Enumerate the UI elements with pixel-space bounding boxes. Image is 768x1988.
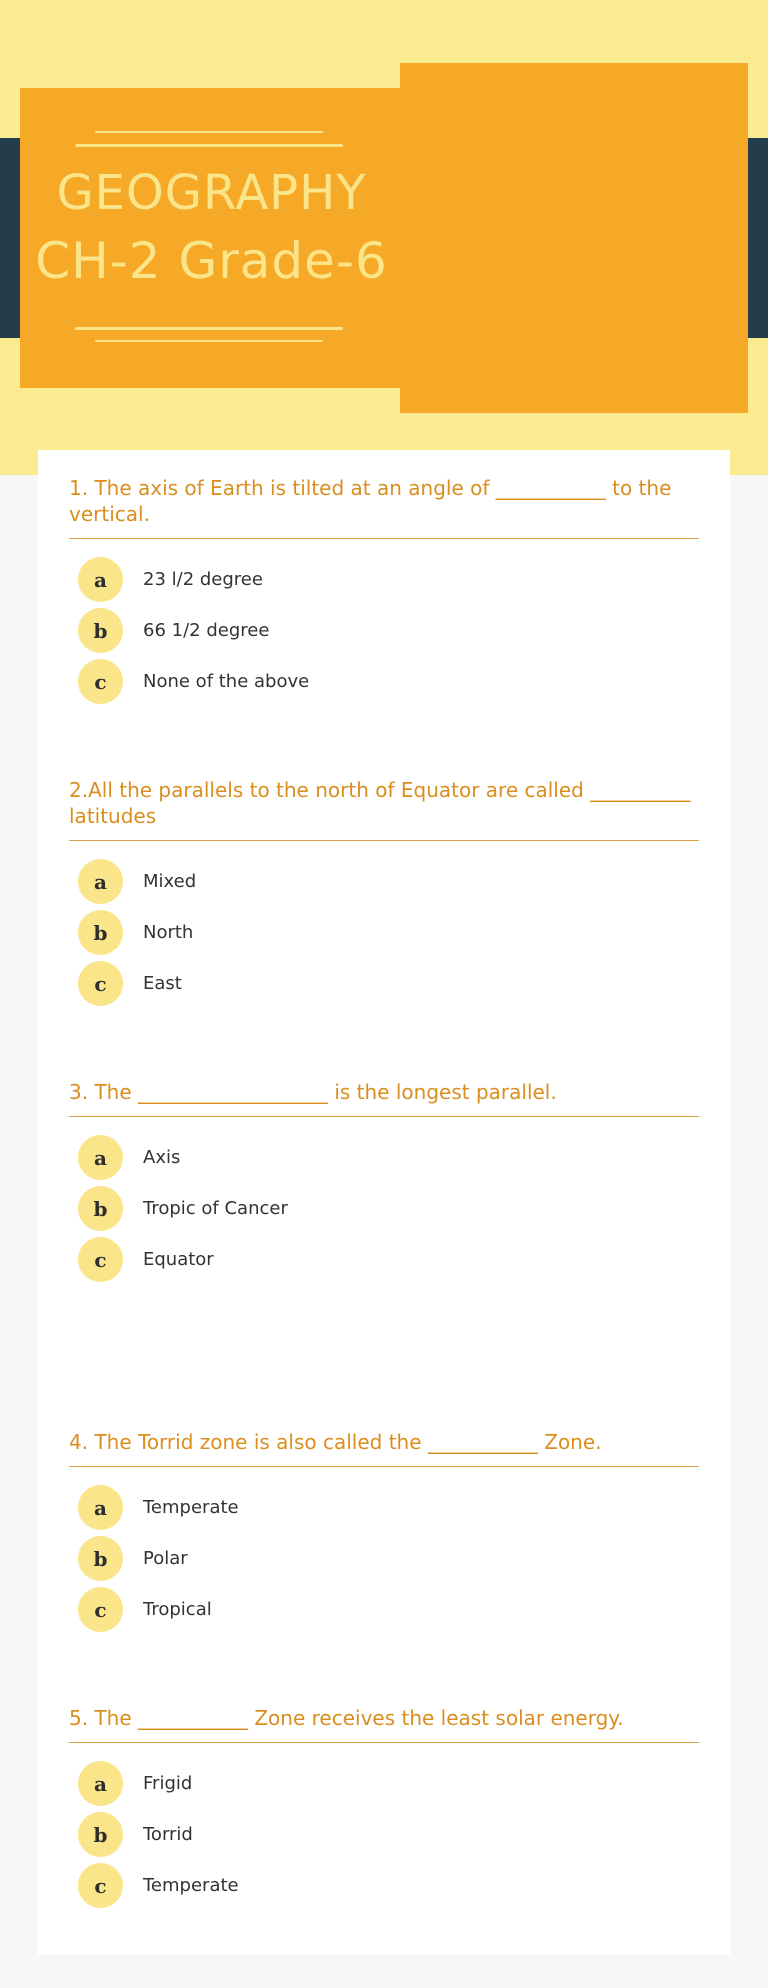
page-title-line1: GEOGRAPHY <box>56 165 367 221</box>
question-text: 3. The ___________________ is the longest parallel. <box>69 1079 699 1117</box>
option-a[interactable] <box>69 1482 699 1533</box>
answer-options <box>69 1758 699 1911</box>
answer-options <box>69 554 699 707</box>
question-3 <box>69 1079 699 1285</box>
option-letter-badge: a <box>78 1761 123 1806</box>
question-2 <box>69 777 699 1009</box>
option-label: Frigid <box>143 1773 193 1794</box>
option-label: None of the above <box>143 671 310 692</box>
option-c[interactable] <box>69 958 699 1009</box>
option-label: 23 l/2 degree <box>143 569 263 590</box>
option-letter-badge: b <box>78 1812 123 1857</box>
option-c[interactable] <box>69 1584 699 1635</box>
question-1 <box>69 475 699 707</box>
option-letter-badge: a <box>78 859 123 904</box>
question-text: 5. The ___________ Zone receives the least solar energy. <box>69 1705 699 1743</box>
option-label: Tropic of Cancer <box>143 1198 288 1219</box>
option-label: East <box>143 973 182 994</box>
title-decor-line-top-thin <box>95 131 323 133</box>
question-text: 4. The Torrid zone is also called the ___________ Zone. <box>69 1429 699 1467</box>
title-card-back <box>400 63 748 413</box>
title-decor-line-bottom-thin <box>95 340 323 342</box>
option-label: Temperate <box>143 1497 239 1518</box>
option-letter-badge: a <box>78 1485 123 1530</box>
option-letter-badge: b <box>78 1186 123 1231</box>
quiz-content <box>38 450 730 1955</box>
option-c[interactable] <box>69 656 699 707</box>
option-b[interactable] <box>69 1183 699 1234</box>
option-b[interactable] <box>69 1533 699 1584</box>
option-letter-badge: a <box>78 557 123 602</box>
answer-options <box>69 856 699 1009</box>
option-letter-badge: c <box>78 1237 123 1282</box>
question-5 <box>69 1705 699 1911</box>
option-letter-badge: c <box>78 961 123 1006</box>
option-label: Equator <box>143 1249 214 1270</box>
option-label: Polar <box>143 1548 188 1569</box>
option-a[interactable] <box>69 1758 699 1809</box>
option-letter-badge: b <box>78 1536 123 1581</box>
option-a[interactable] <box>69 1132 699 1183</box>
question-4 <box>69 1429 699 1635</box>
option-a[interactable] <box>69 856 699 907</box>
option-label: Torrid <box>143 1824 193 1845</box>
title-decor-line-top <box>75 144 343 147</box>
option-label: Temperate <box>143 1875 239 1896</box>
option-letter-badge: b <box>78 608 123 653</box>
question-text: 1. The axis of Earth is tilted at an angle of ___________ to the vertical. <box>69 475 699 539</box>
option-b[interactable] <box>69 907 699 958</box>
option-c[interactable] <box>69 1234 699 1285</box>
option-letter-badge: c <box>78 659 123 704</box>
option-label: North <box>143 922 194 943</box>
option-b[interactable] <box>69 1809 699 1860</box>
option-letter-badge: c <box>78 1587 123 1632</box>
option-label: Tropical <box>143 1599 212 1620</box>
option-letter-badge: b <box>78 910 123 955</box>
option-label: 66 1/2 degree <box>143 620 270 641</box>
page-title-line2: CH-2 Grade-6 <box>35 232 388 290</box>
option-b[interactable] <box>69 605 699 656</box>
question-text: 2.All the parallels to the north of Equator are called __________ latitudes <box>69 777 699 841</box>
option-letter-badge: a <box>78 1135 123 1180</box>
answer-options <box>69 1132 699 1285</box>
option-a[interactable] <box>69 554 699 605</box>
option-label: Mixed <box>143 871 197 892</box>
option-c[interactable] <box>69 1860 699 1911</box>
option-letter-badge: c <box>78 1863 123 1908</box>
title-decor-line-bottom <box>75 327 343 330</box>
answer-options <box>69 1482 699 1635</box>
option-label: Axis <box>143 1147 181 1168</box>
